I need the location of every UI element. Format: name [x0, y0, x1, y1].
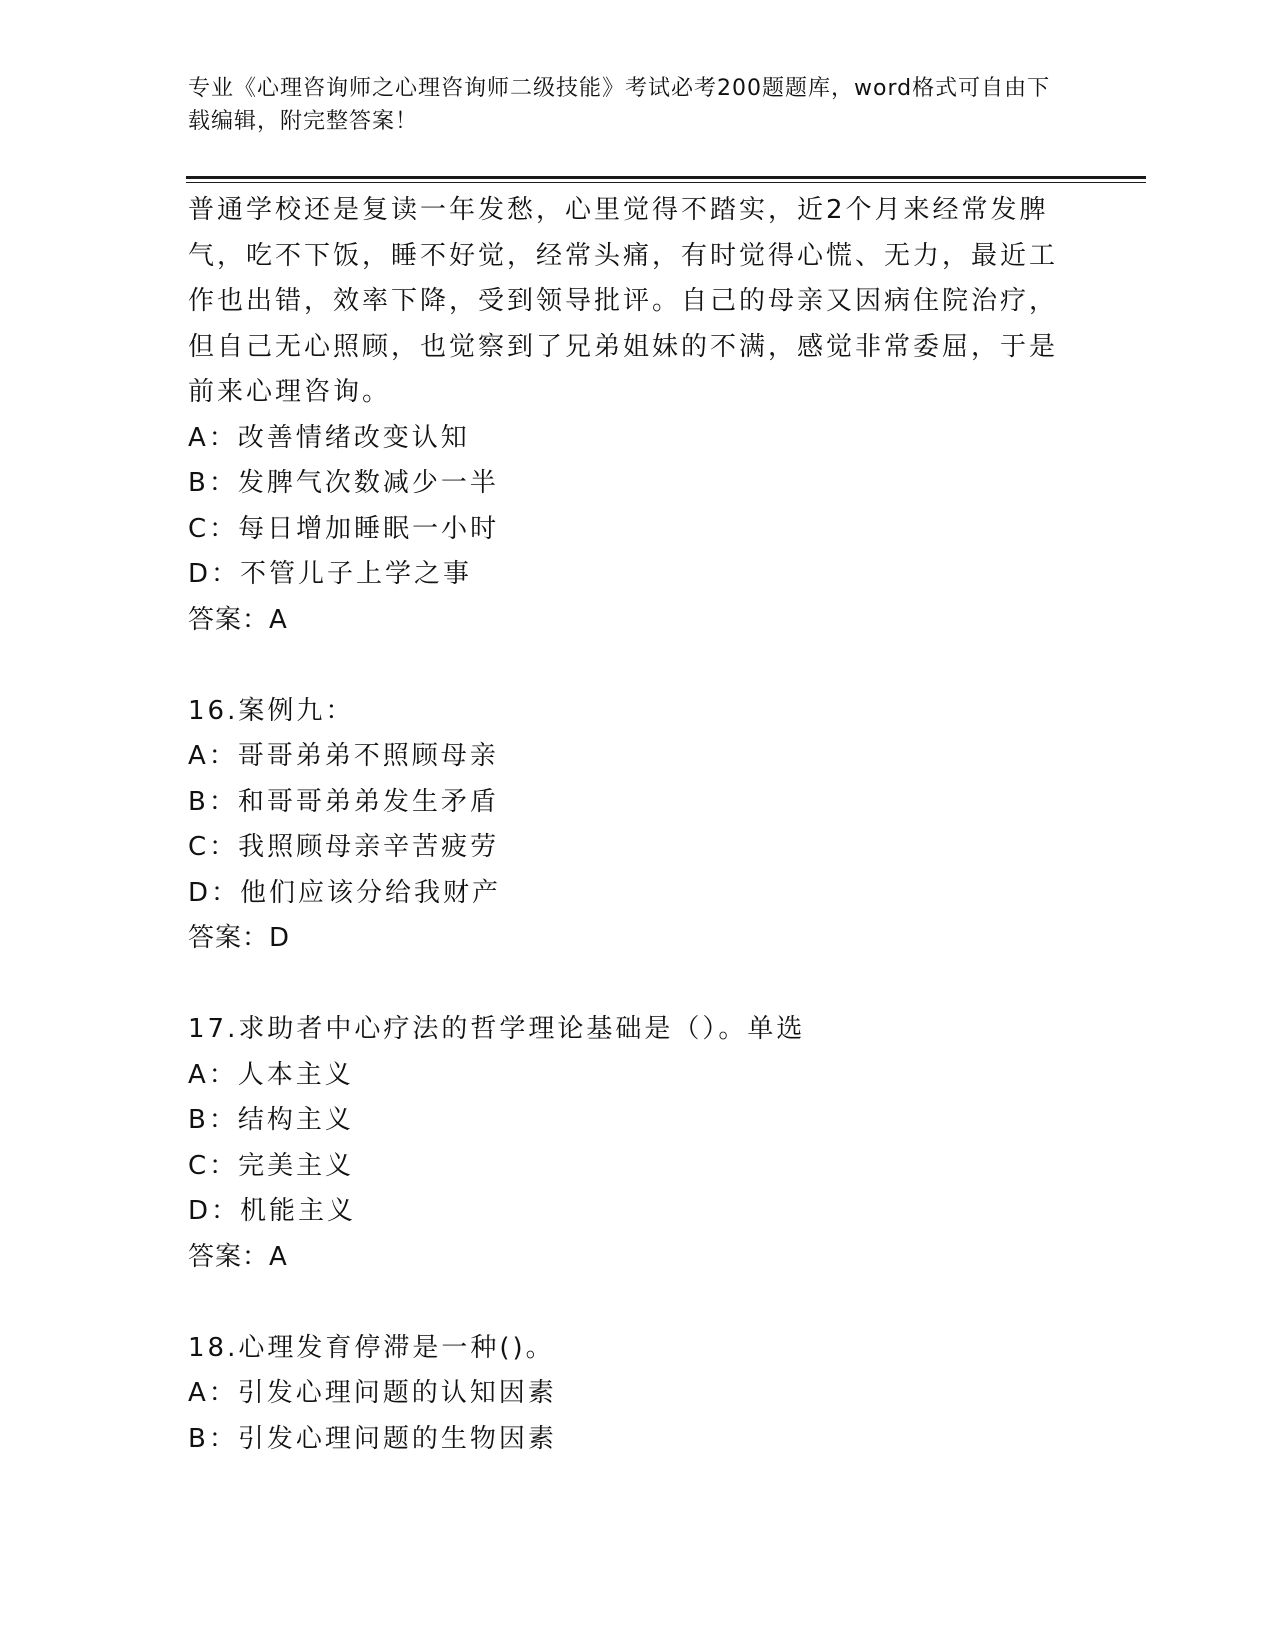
answer-value: A	[269, 604, 288, 635]
answer-value: D	[269, 923, 291, 953]
answer-label: 答案：	[188, 604, 270, 635]
header-divider-thin	[186, 182, 1146, 183]
question-stem: 18.心理发育停滞是一种()。	[188, 1332, 555, 1363]
document-header	[188, 72, 1068, 138]
answer-label: 答案：	[188, 923, 270, 953]
option-c: C：完美主义	[188, 1150, 355, 1181]
option-d: D：机能主义	[188, 1196, 357, 1226]
option-b: B：引发心理问题的生物因素	[188, 1423, 557, 1454]
question-18	[188, 1326, 1068, 1463]
option-d: D：他们应该分给我财产	[188, 877, 502, 908]
option-d: D：不管儿子上学之事	[188, 559, 473, 589]
option-a: A：改善情绪改变认知	[188, 422, 470, 453]
option-c: C：我照顾母亲辛苦疲劳	[188, 832, 500, 862]
header-divider-thick	[186, 176, 1146, 179]
question-17	[188, 1007, 1068, 1235]
question-stem: 16.案例九：	[188, 695, 355, 726]
case-passage: 普通学校还是复读一年发愁，心里觉得不踏实，近2个月来经常发脾气，吃不下饭，睡不好觉，经常头痛，有时觉得心慌、无力，最近工作也出错，效率下降，受到领导批评。自己的母亲又因病住院治疗，但自己无心照顾，也觉察到了兄弟姐妹的不满，感觉非常委屈，于是前来心理咨询。	[188, 195, 1059, 407]
answer-15	[188, 598, 1068, 644]
answer-16	[188, 916, 1068, 962]
option-b: B：发脾气次数减少一半	[188, 468, 499, 498]
option-c: C：每日增加睡眠一小时	[188, 513, 500, 544]
question-16	[188, 689, 1068, 917]
option-a: A：人本主义	[188, 1059, 354, 1090]
option-a: A：引发心理问题的认知因素	[188, 1378, 557, 1408]
option-b: B：和哥哥弟弟发生矛盾	[188, 786, 499, 817]
answer-label: 答案：	[188, 1241, 270, 1272]
question-stem: 17.求助者中心疗法的哲学理论基础是（）。单选	[188, 1014, 806, 1044]
answer-value: A	[269, 1241, 288, 1272]
answer-17	[188, 1235, 1068, 1281]
question-15-options	[188, 416, 1068, 598]
question-content	[188, 188, 1068, 1462]
option-a: A：哥哥弟弟不照顾母亲	[188, 741, 499, 771]
header-text: 专业《心理咨询师之心理咨询师二级技能》考试必考200题题库，word格式可自由下载编辑，附完整答案！	[188, 76, 1051, 134]
option-b: B：结构主义	[188, 1105, 354, 1135]
